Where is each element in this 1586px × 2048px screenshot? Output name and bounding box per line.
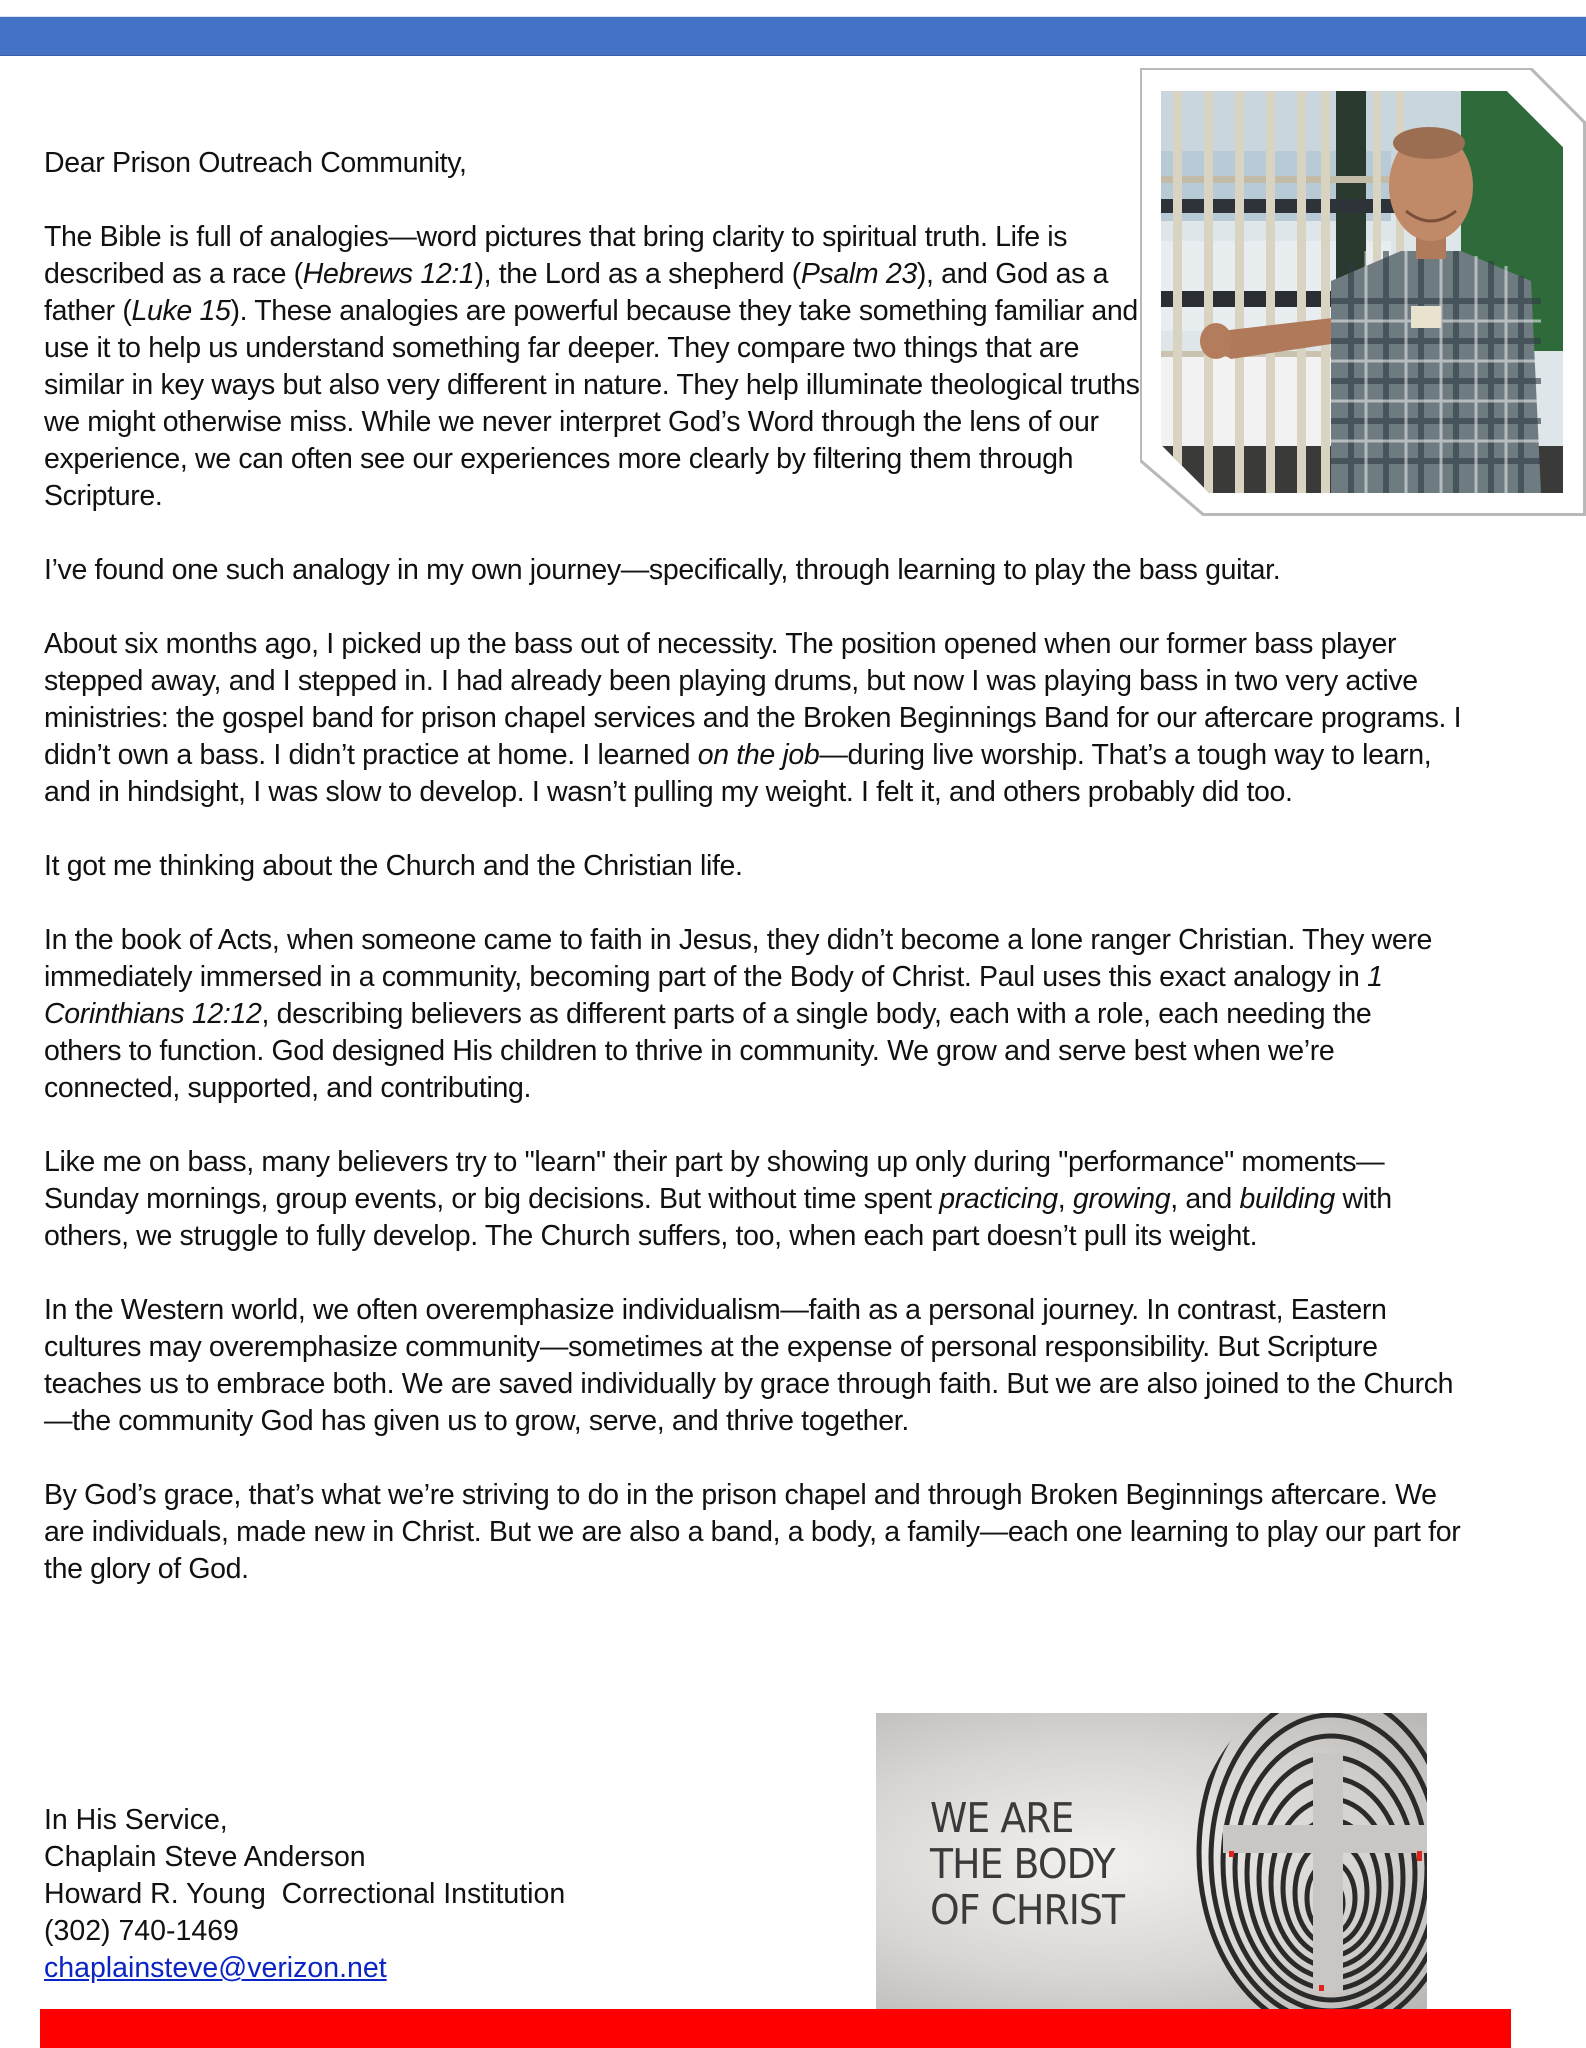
paragraph-text: , and <box>1170 1183 1240 1215</box>
paragraph-text: ), the Lord as a shepherd ( <box>474 258 801 290</box>
scripture-reference: Hebrews 12:1 <box>302 258 475 290</box>
emphasis-text: growing <box>1072 1183 1171 1215</box>
paragraph-text: with others, we struggle to fully develop. The Church suffers, too, when each part doesn’t pull its weight. <box>44 1183 1392 1252</box>
paragraph-like-me-on-bass <box>44 1144 1444 1255</box>
paragraph-text: In the book of Acts, when someone came to faith in Jesus, they didn’t become a lone ranger Christian. They were immediately immersed in a community, becoming part of the Body of Christ. Paul uses this exact analogy in <box>44 924 1433 993</box>
graphic-line: OF CHRIST <box>930 1886 1125 1934</box>
paragraph-text: About six months ago, I picked up the bass out of necessity. The position opened when our former bass player stepped away, and I stepped in. I had already been playing drums, but now I was playing bass in two very active ministries: the gospel band for prison chapel services and the Broken Beginnings Band for our aftercare programs. I didn’t own a bass. I didn’t practice at home. I learned <box>44 628 1462 771</box>
graphic-line: WE ARE <box>930 1794 1074 1842</box>
fingerprint-cross-icon <box>1181 1713 1427 2009</box>
paragraph-six-months <box>44 626 1464 811</box>
graphic-line: THE BODY <box>930 1840 1115 1888</box>
paragraph-gods-grace: By God’s grace, that’s what we’re striving to do in the prison chapel and through Broken Beginnings aftercare. We are individuals, made new in Christ. But we are also a band, a body, a family—each one learning to play our part for the glory of God. <box>44 1479 1461 1585</box>
emphasis-text: practicing <box>939 1183 1058 1215</box>
paragraph-text: , describing believers as different parts of a single body, each with a role, each needing the others to function. God designed His children to thrive in community. We grow and serve best when we’re connected, supported, and contributing. <box>44 998 1372 1104</box>
paragraph-text: —during live worship. That’s a tough way to learn, and in hindsight, I was slow to develop. I wasn’t pulling my weight. I felt it, and others probably did too. <box>44 739 1432 808</box>
paragraph-text: The Bible is full of analogies—word pictures that bring clarity to spiritual truth. Life is described as a race ( <box>44 221 1068 290</box>
emphasis-text: on the job <box>697 739 820 771</box>
paragraph-text: ). These analogies are powerful because they take something familiar and use it to help us understand something far deeper. They compare two things that are similar in key ways but also very different in nature. They help illuminate theological truths we might otherwise miss. While we never interpret God’s Word through the lens of our experience, we can often see our experiences more clearly by filtering them through Scripture. <box>44 295 1140 512</box>
paragraph-analogies <box>44 219 1144 515</box>
header-bar <box>0 16 1586 56</box>
graphic-caption <box>930 1795 1124 1933</box>
institution: Howard R. Young Correctional Institution <box>44 1878 566 1910</box>
letter-body <box>44 145 1464 1625</box>
phone-number: (302) 740-1469 <box>44 1915 239 1947</box>
signer-name: Chaplain Steve Anderson <box>44 1841 366 1873</box>
emphasis-text: building <box>1239 1183 1335 1215</box>
body-of-christ-graphic <box>876 1713 1427 2009</box>
signature-block <box>44 1802 565 1987</box>
greeting: Dear Prison Outreach Community, <box>44 147 467 179</box>
closing: In His Service, <box>44 1804 228 1836</box>
paragraph-text: ), and God as a father ( <box>44 258 1109 327</box>
paragraph-bass-analogy: I’ve found one such analogy in my own journey—specifically, through learning to play the bass guitar. <box>44 554 1281 586</box>
paragraph-text: Like me on bass, many believers try to "learn" their part by showing up only during "performance" moments—Sunday mornings, group events, or big decisions. But without time spent <box>44 1146 1385 1215</box>
scripture-reference: Luke 15 <box>131 295 231 327</box>
paragraph-church-thought: It got me thinking about the Church and the Christian life. <box>44 850 743 882</box>
paragraph-text: , <box>1057 1183 1073 1215</box>
email-link[interactable]: chaplainsteve@verizon.net <box>44 1952 387 1984</box>
footer-bar <box>40 2009 1511 2048</box>
paragraph-western-world: In the Western world, we often overemphasize individualism—faith as a personal journey. In contrast, Eastern cultures may overemphasize community—sometimes at the expense of personal responsibility. But Scripture teaches us to embrace both. We are saved individually by grace through faith. But we are also joined to the Church—the community God has given us to grow, serve, and thrive together. <box>44 1294 1454 1437</box>
paragraph-book-of-acts <box>44 922 1434 1107</box>
scripture-reference: Psalm 23 <box>800 258 917 290</box>
scripture-reference: 1 Corinthians 12:12 <box>44 961 1383 1030</box>
